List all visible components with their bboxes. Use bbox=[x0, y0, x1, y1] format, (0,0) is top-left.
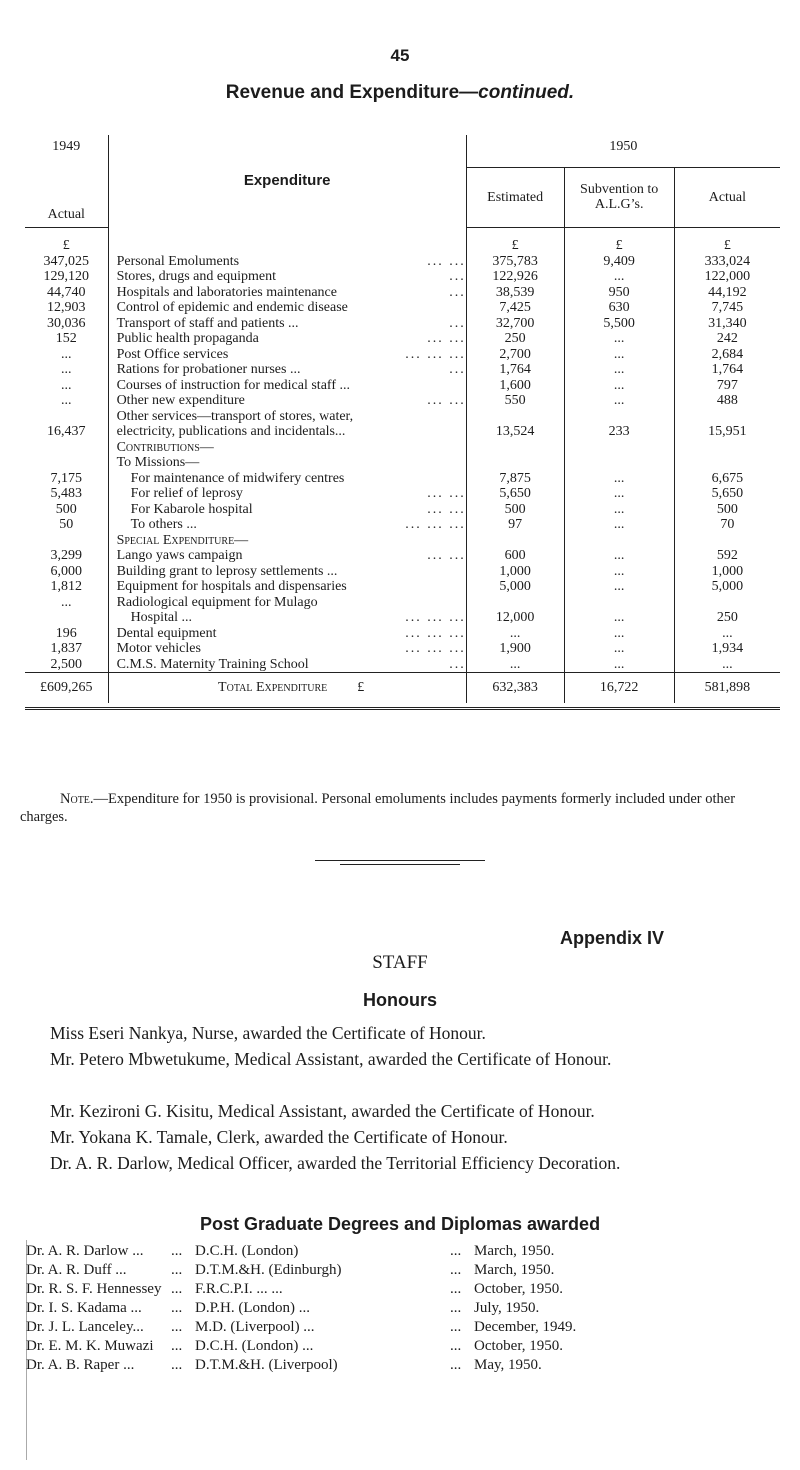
note-text: —Expenditure for 1950 is provisional. Personal emoluments includes payments formerly included under other charges. bbox=[20, 791, 736, 825]
description-text: Hospitals and laboratories maintenance bbox=[116, 284, 337, 300]
actual-1949: 347,025 bbox=[25, 254, 108, 270]
table-row bbox=[25, 300, 780, 316]
subvention-1950: ... bbox=[564, 362, 674, 378]
page-title bbox=[0, 82, 800, 104]
table-row bbox=[25, 657, 780, 673]
row-description bbox=[108, 657, 466, 673]
table-row bbox=[25, 393, 780, 409]
description-text: To others ... bbox=[130, 517, 197, 532]
currency-symbol: £ bbox=[466, 227, 564, 254]
subvention-1950: ... bbox=[564, 471, 674, 487]
estimated-1950: 375,783 bbox=[466, 254, 564, 270]
table-row bbox=[25, 626, 780, 642]
row-description bbox=[108, 579, 466, 595]
actual-1950: 1,764 bbox=[711, 362, 744, 377]
award-date: March, 1950. bbox=[474, 1262, 555, 1278]
title-continued: —continued. bbox=[459, 82, 575, 103]
postgraduate-row bbox=[26, 1299, 576, 1318]
description-text: For maintenance of midwifery centres bbox=[130, 470, 345, 486]
actual-1949: ... bbox=[25, 393, 108, 409]
doctor-name: Dr. A. B. Raper ... bbox=[26, 1357, 135, 1373]
leader-dots: ... bbox=[171, 1357, 183, 1373]
table-row bbox=[25, 331, 780, 347]
table-row bbox=[25, 579, 780, 595]
actual-1949: 6,000 bbox=[25, 564, 108, 580]
actual-1949: 12,903 bbox=[25, 300, 108, 316]
total-row bbox=[25, 673, 780, 704]
estimated-1950: 97 bbox=[466, 517, 564, 533]
leader-dots: ... bbox=[449, 656, 466, 672]
postgraduate-row bbox=[26, 1280, 576, 1299]
description-text: Other new expenditure bbox=[116, 393, 245, 408]
leader-dots: ... bbox=[450, 1281, 462, 1297]
table-row bbox=[25, 595, 780, 611]
estimated-1950: 12,000 bbox=[466, 610, 564, 626]
subvention-1950: ... bbox=[564, 641, 674, 657]
award-date: March, 1950. bbox=[474, 1243, 555, 1259]
actual-1949 bbox=[25, 610, 108, 626]
row-description bbox=[108, 610, 466, 626]
row-description bbox=[108, 227, 466, 254]
subvention-1950 bbox=[564, 595, 674, 611]
actual-1949: 2,500 bbox=[25, 657, 108, 673]
leader-dots: ... bbox=[450, 1338, 462, 1354]
qualification: M.D. (Liverpool) ... bbox=[195, 1319, 315, 1335]
currency-symbol: £ bbox=[723, 238, 731, 253]
row-description bbox=[108, 486, 466, 502]
estimated-1950: 1,000 bbox=[466, 564, 564, 580]
estimated-1950: ... bbox=[466, 657, 564, 673]
actual-1949 bbox=[25, 455, 108, 471]
subvention-1950: ... bbox=[564, 579, 674, 595]
description-text: Transport of staff and patients ... bbox=[116, 315, 299, 331]
qualification: D.T.M.&H. (Liverpool) bbox=[195, 1357, 338, 1373]
subvention-1950: ... bbox=[564, 347, 674, 363]
header-expenditure: Expenditure bbox=[108, 135, 466, 227]
estimated-1950: 250 bbox=[466, 331, 564, 347]
actual-1950: 1,934 bbox=[711, 641, 744, 656]
description-text: electricity, publications and incidentals... bbox=[116, 424, 346, 439]
row-description bbox=[108, 626, 466, 642]
table-row bbox=[25, 285, 780, 301]
postgraduate-table bbox=[26, 1242, 576, 1375]
estimated-1950 bbox=[466, 409, 564, 425]
leader-dots: ... ... bbox=[427, 501, 466, 517]
description-text: Building grant to leprosy settlements ... bbox=[116, 563, 338, 579]
table-row bbox=[25, 378, 780, 394]
actual-1950: 44,192 bbox=[708, 284, 747, 300]
subvention-1950: ... bbox=[564, 393, 674, 409]
award-date: July, 1950. bbox=[474, 1300, 540, 1316]
subvention-1950: ... bbox=[564, 331, 674, 347]
postgraduate-heading: Post Graduate Degrees and Diplomas awarded bbox=[199, 1214, 601, 1234]
row-description bbox=[108, 316, 466, 332]
actual-1950: 31,340 bbox=[708, 315, 747, 331]
leader-dots: ... ... bbox=[427, 253, 466, 269]
actual-1950: 5,000 bbox=[711, 579, 744, 594]
honours-heading: Honours bbox=[363, 990, 437, 1010]
actual-1950: 488 bbox=[716, 393, 738, 408]
award-date: October, 1950. bbox=[474, 1338, 563, 1354]
subvention-1950: ... bbox=[564, 657, 674, 673]
leader-dots: ... ... bbox=[427, 486, 466, 501]
row-description bbox=[108, 300, 466, 316]
actual-1950 bbox=[674, 409, 780, 425]
leader-dots: ... bbox=[449, 269, 466, 284]
table-row bbox=[25, 269, 780, 285]
description-text: Personal Emoluments bbox=[116, 253, 240, 269]
currency-row bbox=[25, 227, 780, 254]
total-label bbox=[108, 673, 466, 704]
actual-1949: 196 bbox=[25, 626, 108, 642]
actual-1950: ... bbox=[722, 656, 733, 672]
header-actual-1950: Actual bbox=[674, 168, 780, 228]
leader-dots: ... bbox=[450, 1262, 462, 1278]
table-subheading bbox=[25, 533, 780, 549]
total-subvention: 16,722 bbox=[564, 673, 674, 704]
header-year-1950: 1950 bbox=[609, 139, 638, 154]
actual-1950 bbox=[674, 440, 780, 456]
subvention-1950: ... bbox=[564, 548, 674, 564]
row-description bbox=[108, 564, 466, 580]
postgraduate-row bbox=[26, 1318, 576, 1337]
leader-dots: ... bbox=[450, 1357, 462, 1373]
table-row bbox=[25, 641, 780, 657]
description-text: Control of epidemic and endemic disease bbox=[116, 300, 348, 315]
estimated-1950 bbox=[466, 595, 564, 611]
estimated-1950: 122,926 bbox=[466, 269, 564, 285]
qualification: F.R.C.P.I. ... ... bbox=[195, 1281, 283, 1297]
estimated-1950: 600 bbox=[466, 548, 564, 564]
actual-1949: 5,483 bbox=[25, 486, 108, 502]
honour-entry: Mr. Petero Mbwetukume, Medical Assistant, awarded the Certificate of Honour. bbox=[50, 1049, 612, 1069]
row-description bbox=[108, 424, 466, 440]
row-description bbox=[108, 641, 466, 657]
doctor-name: Dr. R. S. F. Hennessey bbox=[26, 1281, 162, 1297]
actual-1950 bbox=[674, 533, 780, 549]
table-subheading bbox=[25, 455, 780, 471]
qualification: D.P.H. (London) ... bbox=[195, 1300, 310, 1316]
actual-1950: 797 bbox=[716, 377, 738, 393]
honour-entry: Mr. Kezironi G. Kisitu, Medical Assistant, awarded the Certificate of Honour. bbox=[50, 1101, 595, 1121]
actual-1949: 16,437 bbox=[25, 424, 108, 440]
subvention-1950 bbox=[564, 440, 674, 456]
table-row bbox=[25, 254, 780, 270]
row-description bbox=[108, 269, 466, 285]
actual-1949: ... bbox=[25, 595, 108, 611]
description-text: Equipment for hospitals and dispensaries bbox=[116, 579, 347, 594]
actual-1949 bbox=[25, 409, 108, 425]
leader-dots: ... bbox=[171, 1281, 183, 1297]
leader-dots: ... ... ... bbox=[405, 610, 466, 625]
award-date: October, 1950. bbox=[474, 1281, 563, 1297]
postgraduate-row bbox=[26, 1242, 576, 1261]
actual-1950: 242 bbox=[716, 331, 738, 346]
actual-1950: 122,000 bbox=[704, 269, 751, 284]
actual-1950 bbox=[674, 455, 780, 471]
table-row bbox=[25, 424, 780, 440]
subvention-1950: ... bbox=[564, 378, 674, 394]
doctor-name: Dr. I. S. Kadama ... bbox=[26, 1300, 142, 1316]
estimated-1950: 1,900 bbox=[466, 641, 564, 657]
table-row bbox=[25, 548, 780, 564]
title-main: Revenue and Expenditure bbox=[225, 82, 460, 103]
note-label: Note. bbox=[60, 791, 94, 807]
leader-dots: ... ... bbox=[427, 393, 466, 408]
row-description bbox=[108, 548, 466, 564]
estimated-1950: 1,600 bbox=[466, 378, 564, 394]
estimated-1950: 13,524 bbox=[466, 424, 564, 440]
actual-1950: 6,675 bbox=[711, 470, 744, 486]
description-line: Other services—transport of stores, water, bbox=[108, 409, 466, 425]
subvention-1950: ... bbox=[564, 626, 674, 642]
leader-dots: ... ... ... bbox=[405, 517, 466, 532]
postgraduate-row bbox=[26, 1337, 576, 1356]
staff-heading: STAFF bbox=[372, 952, 428, 973]
subvention-1950: ... bbox=[564, 486, 674, 502]
divider bbox=[340, 864, 460, 865]
honour-entry: Mr. Yokana K. Tamale, Clerk, awarded the Certificate of Honour. bbox=[50, 1127, 508, 1147]
table-row bbox=[25, 486, 780, 502]
actual-1949: ... bbox=[25, 362, 108, 378]
description-text: For relief of leprosy bbox=[130, 486, 243, 501]
total-actual-1950: 581,898 bbox=[674, 673, 780, 704]
postgraduate-row bbox=[26, 1356, 576, 1375]
estimated-1950: 5,650 bbox=[466, 486, 564, 502]
estimated-1950: 550 bbox=[466, 393, 564, 409]
leader-dots: ... bbox=[171, 1319, 183, 1335]
doctor-name: Dr. A. R. Darlow ... bbox=[26, 1243, 144, 1259]
qualification: D.T.M.&H. (Edinburgh) bbox=[195, 1262, 342, 1278]
description-text: Motor vehicles bbox=[116, 641, 201, 656]
qualification: D.C.H. (London) ... bbox=[195, 1338, 314, 1354]
actual-1950: 70 bbox=[720, 517, 735, 532]
table-row bbox=[25, 610, 780, 626]
description-text: C.M.S. Maternity Training School bbox=[116, 656, 309, 672]
subvention-1950: 950 bbox=[564, 285, 674, 301]
estimated-1950: 7,425 bbox=[466, 300, 564, 316]
leader-dots: ... bbox=[171, 1300, 183, 1316]
leader-dots: ... ... bbox=[427, 548, 466, 563]
estimated-1950: 5,000 bbox=[466, 579, 564, 595]
leader-dots: ... ... ... bbox=[405, 625, 466, 641]
table-note bbox=[20, 790, 780, 826]
honour-entry: Miss Eseri Nankya, Nurse, awarded the Certificate of Honour. bbox=[50, 1023, 486, 1043]
leader-dots: ... bbox=[449, 315, 466, 331]
qualification: D.C.H. (London) bbox=[195, 1243, 299, 1259]
leader-dots: ... bbox=[450, 1243, 462, 1259]
header-subvention: Subvention to A.L.G’s. bbox=[564, 168, 674, 228]
actual-1950: 2,684 bbox=[711, 346, 744, 362]
actual-1949 bbox=[25, 440, 108, 456]
row-description bbox=[108, 502, 466, 518]
row-description bbox=[108, 254, 466, 270]
table-row bbox=[25, 409, 780, 425]
estimated-1950: 7,875 bbox=[466, 471, 564, 487]
currency-symbol: £ bbox=[25, 227, 108, 254]
subvention-1950: 233 bbox=[564, 424, 674, 440]
row-description bbox=[108, 393, 466, 409]
total-estimated: 632,383 bbox=[466, 673, 564, 704]
table-row bbox=[25, 471, 780, 487]
actual-1949: 7,175 bbox=[25, 471, 108, 487]
page-number: 45 bbox=[390, 46, 410, 65]
actual-1949: 44,740 bbox=[25, 285, 108, 301]
total-label-text: Total Expenditure bbox=[218, 680, 328, 696]
actual-1949: 3,299 bbox=[25, 548, 108, 564]
actual-1949: 129,120 bbox=[25, 269, 108, 285]
doctor-name: Dr. A. R. Duff ... bbox=[26, 1262, 127, 1278]
actual-1950: 500 bbox=[716, 501, 738, 517]
actual-1950: 15,951 bbox=[708, 424, 747, 439]
leader-dots: ... bbox=[171, 1338, 183, 1354]
table-row bbox=[25, 502, 780, 518]
description-text: For Kabarole hospital bbox=[130, 501, 253, 517]
actual-1949 bbox=[25, 533, 108, 549]
honour-entry: Dr. A. R. Darlow, Medical Officer, awarded the Territorial Efficiency Decoration. bbox=[50, 1153, 621, 1173]
actual-1949: 1,812 bbox=[25, 579, 108, 595]
currency-symbol: £ bbox=[357, 680, 365, 696]
description-text: Stores, drugs and equipment bbox=[116, 269, 276, 284]
actual-1949: 1,837 bbox=[25, 641, 108, 657]
estimated-1950: ... bbox=[466, 626, 564, 642]
estimated-1950 bbox=[466, 533, 564, 549]
leader-dots: ... bbox=[449, 362, 466, 377]
header-estimated: Estimated bbox=[466, 168, 564, 228]
actual-1950: 333,024 bbox=[704, 253, 751, 269]
subvention-1950: 630 bbox=[564, 300, 674, 316]
table-row bbox=[25, 347, 780, 363]
estimated-1950: 32,700 bbox=[466, 316, 564, 332]
total-1949: £609,265 bbox=[25, 673, 108, 704]
actual-1950 bbox=[674, 595, 780, 611]
actual-1949: 500 bbox=[25, 502, 108, 518]
double-rule bbox=[25, 703, 780, 709]
header-actual-1949: Actual bbox=[25, 168, 108, 228]
subvention-1950: ... bbox=[564, 610, 674, 626]
leader-dots: ... ... bbox=[427, 331, 466, 346]
doctor-name: Dr. E. M. K. Muwazi bbox=[26, 1338, 154, 1354]
subvention-1950: ... bbox=[564, 269, 674, 285]
subvention-1950: 9,409 bbox=[564, 254, 674, 270]
estimated-1950: 500 bbox=[466, 502, 564, 518]
table-subheading bbox=[25, 440, 780, 456]
actual-1950: 592 bbox=[716, 548, 738, 563]
estimated-1950 bbox=[466, 455, 564, 471]
row-description bbox=[108, 285, 466, 301]
actual-1949: 152 bbox=[25, 331, 108, 347]
description-text: Hospital ... bbox=[130, 610, 193, 625]
description-text: Courses of instruction for medical staff ... bbox=[116, 377, 350, 393]
header-year-1949: 1949 bbox=[25, 135, 108, 168]
actual-1950: 7,745 bbox=[711, 300, 744, 315]
award-date: May, 1950. bbox=[474, 1357, 542, 1373]
subvention-1950 bbox=[564, 455, 674, 471]
leader-dots: ... bbox=[450, 1300, 462, 1316]
leader-dots: ... bbox=[450, 1319, 462, 1335]
award-date: December, 1949. bbox=[474, 1319, 577, 1335]
estimated-1950: 38,539 bbox=[466, 285, 564, 301]
row-description bbox=[108, 471, 466, 487]
subvention-1950: 5,500 bbox=[564, 316, 674, 332]
subheading-text: To Missions— bbox=[108, 455, 466, 471]
leader-dots: ... bbox=[171, 1243, 183, 1259]
subvention-1950: ... bbox=[564, 502, 674, 518]
leader-dots: ... ... ... bbox=[405, 346, 466, 362]
description-line: Radiological equipment for Mulago bbox=[108, 595, 466, 611]
actual-1949: ... bbox=[25, 347, 108, 363]
leader-dots: ... bbox=[171, 1262, 183, 1278]
actual-1949: 30,036 bbox=[25, 316, 108, 332]
row-description bbox=[108, 331, 466, 347]
subheading-text: Contributions— bbox=[108, 440, 466, 456]
subvention-1950 bbox=[564, 409, 674, 425]
description-text: Dental equipment bbox=[116, 625, 217, 641]
actual-1949: 50 bbox=[25, 517, 108, 533]
estimated-1950 bbox=[466, 440, 564, 456]
table-row bbox=[25, 564, 780, 580]
estimated-1950: 2,700 bbox=[466, 347, 564, 363]
leader-dots: ... ... ... bbox=[405, 641, 466, 656]
subvention-1950: ... bbox=[564, 564, 674, 580]
table-row bbox=[25, 316, 780, 332]
postgraduate-row bbox=[26, 1261, 576, 1280]
row-description bbox=[108, 517, 466, 533]
currency-symbol: £ bbox=[564, 227, 674, 254]
table-row bbox=[25, 517, 780, 533]
description-text: Rations for probationer nurses ... bbox=[116, 362, 301, 377]
subvention-1950: ... bbox=[564, 517, 674, 533]
actual-1950: 1,000 bbox=[711, 563, 744, 579]
estimated-1950: 1,764 bbox=[466, 362, 564, 378]
actual-1949: ... bbox=[25, 378, 108, 394]
subheading-text: Special Expenditure— bbox=[108, 533, 466, 549]
actual-1950: 250 bbox=[716, 610, 738, 625]
description-text: Lango yaws campaign bbox=[116, 548, 243, 563]
row-description bbox=[108, 347, 466, 363]
description-text: Post Office services bbox=[116, 346, 229, 362]
actual-1950: ... bbox=[722, 625, 733, 641]
description-text: Public health propaganda bbox=[116, 331, 259, 346]
actual-1950: 5,650 bbox=[711, 486, 744, 501]
leader-dots: ... bbox=[449, 284, 466, 300]
row-description bbox=[108, 362, 466, 378]
doctor-name: Dr. J. L. Lanceley... bbox=[26, 1319, 144, 1335]
appendix-label: Appendix IV bbox=[560, 928, 665, 948]
table-row bbox=[25, 362, 780, 378]
subvention-1950 bbox=[564, 533, 674, 549]
row-description bbox=[108, 378, 466, 394]
divider bbox=[315, 860, 485, 861]
expenditure-table bbox=[25, 135, 780, 710]
table-end-rule bbox=[25, 703, 780, 709]
